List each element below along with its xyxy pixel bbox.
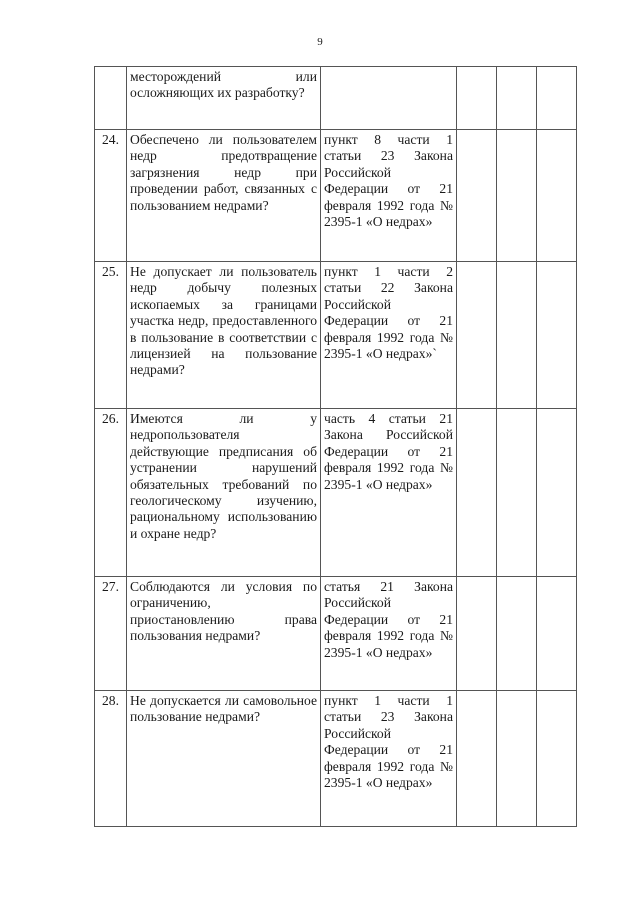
table-row xyxy=(95,691,577,827)
legal-reference-cell: пункт 8 части 1 статьи 23 Закона Российской Федерации от 21 февраля 1992 года № 2395-1 «О недрах» xyxy=(321,130,457,262)
answer-no-cell xyxy=(497,130,537,262)
answer-no-cell xyxy=(497,409,537,577)
question-cell: Обеспечено ли пользователем недр предотвращение загрязнения недр при проведении работ, связанных с пользованием недрами? xyxy=(127,130,321,262)
legal-reference-cell: статья 21 Закона Российской Федерации от 21 февраля 1992 года № 2395-1 «О недрах» xyxy=(321,577,457,691)
answer-yes-cell xyxy=(457,262,497,409)
answer-na-cell xyxy=(537,577,577,691)
table-row xyxy=(95,67,577,130)
legal-reference-cell: пункт 1 части 1 статьи 23 Закона Российской Федерации от 21 февраля 1992 года № 2395-1 «О недрах» xyxy=(321,691,457,827)
table-row xyxy=(95,577,577,691)
row-number xyxy=(95,67,127,130)
answer-na-cell xyxy=(537,691,577,827)
answer-no-cell xyxy=(497,67,537,130)
legal-reference-cell: пункт 1 части 2 статьи 22 Закона Российской Федерации от 21 февраля 1992 года № 2395-1 «О недрах»` xyxy=(321,262,457,409)
answer-na-cell xyxy=(537,409,577,577)
page-number: 9 xyxy=(317,36,323,48)
answer-na-cell xyxy=(537,262,577,409)
row-number: 24. xyxy=(95,130,127,262)
question-cell: месторождений или осложняющих их разработку? xyxy=(127,67,321,130)
answer-na-cell xyxy=(537,130,577,262)
question-cell: Не допускает ли пользователь недр добычу полезных ископаемых за границами участка недр, предоставленного в пользование в соответствии с лицензией на пользование недрами? xyxy=(127,262,321,409)
row-number: 28. xyxy=(95,691,127,827)
question-cell: Не допускается ли самовольное пользование недрами? xyxy=(127,691,321,827)
answer-no-cell xyxy=(497,691,537,827)
row-number: 26. xyxy=(95,409,127,577)
answer-no-cell xyxy=(497,262,537,409)
legal-reference-cell xyxy=(321,67,457,130)
answer-yes-cell xyxy=(457,130,497,262)
table-row xyxy=(95,409,577,577)
answer-yes-cell xyxy=(457,409,497,577)
answer-no-cell xyxy=(497,577,537,691)
row-number: 25. xyxy=(95,262,127,409)
table-row xyxy=(95,262,577,409)
answer-yes-cell xyxy=(457,691,497,827)
checklist-table xyxy=(94,66,577,827)
answer-yes-cell xyxy=(457,577,497,691)
legal-reference-cell: часть 4 статьи 21 Закона Российской Федерации от 21 февраля 1992 года № 2395-1 «О недрах» xyxy=(321,409,457,577)
question-cell: Соблюдаются ли условия по ограничению, приостановлению права пользования недрами? xyxy=(127,577,321,691)
table-row xyxy=(95,130,577,262)
row-number: 27. xyxy=(95,577,127,691)
answer-na-cell xyxy=(537,67,577,130)
question-cell: Имеются ли у недропользователя действующие предписания об устранении нарушений обязательных требований по геологическому изучению, рациональному использованию и охране недр? xyxy=(127,409,321,577)
answer-yes-cell xyxy=(457,67,497,130)
